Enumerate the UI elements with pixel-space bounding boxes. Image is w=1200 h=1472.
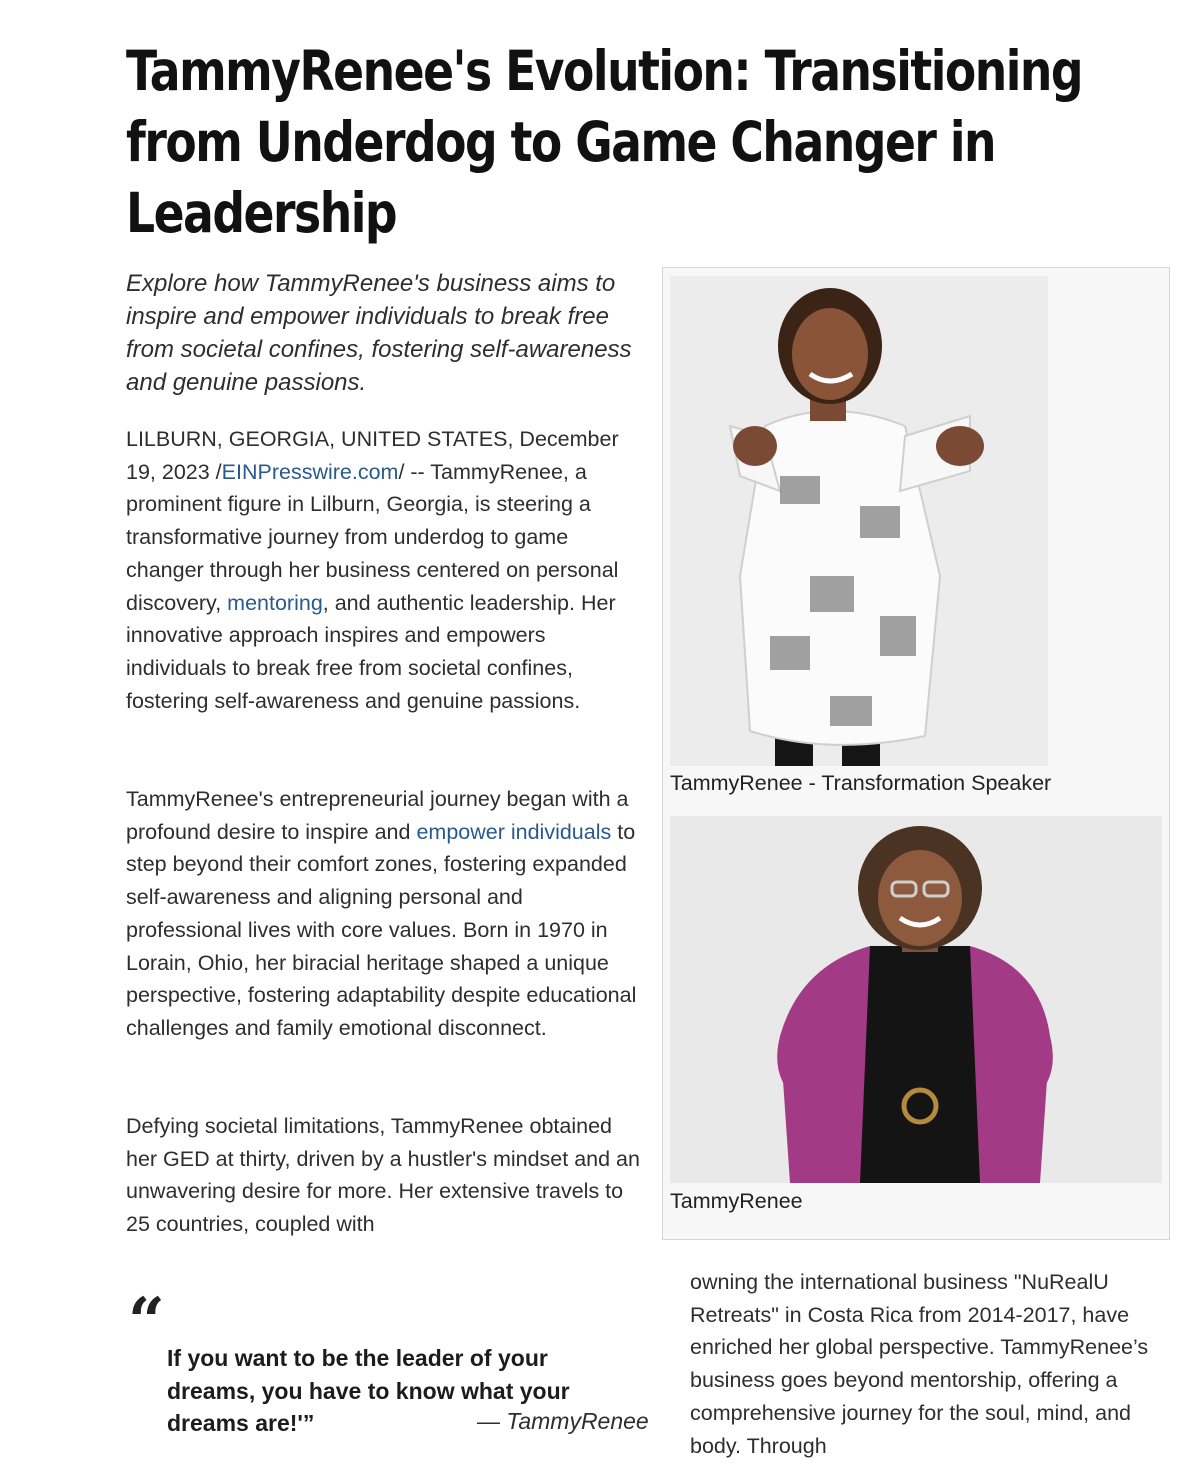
- photo-portrait[interactable]: [670, 816, 1162, 1183]
- quote-mark-icon: “: [128, 1284, 165, 1359]
- quote-text: If you want to be the leader of your dreams, you have to know what your dreams are!'”: [167, 1345, 570, 1436]
- photo-transformation-speaker[interactable]: [670, 276, 1048, 766]
- photo-caption-portrait: TammyRenee: [670, 1189, 803, 1213]
- paragraph-journey-text-b: to step beyond their comfort zones, fostering expanded self-awareness and aligning personal and professional lives with core values. Born in 1970 in Lorain, Ohio, her biracial heritage shaped a unique perspective, fostering adaptability despite educational challenges and family emotional disconnect.: [126, 819, 637, 1040]
- paragraph-intro-text-b: / -- TammyRenee, a prominent figure in Lilburn, Georgia, is steering a transformative journey from underdog to game changer through her business centered on personal discovery,: [126, 459, 619, 615]
- mentoring-link[interactable]: mentoring: [227, 590, 323, 615]
- woman-pointing-illustration: [670, 276, 1048, 766]
- paragraph-journey: [126, 783, 641, 1045]
- paragraph-retreats: owning the international business "NuRealU Retreats" in Costa Rica from 2014-2017, have enriched her global perspective. TammyRenee’s business goes beyond mentorship, offering a comprehensive journey for the soul, mind, and body. Through: [690, 1270, 1149, 1458]
- article-subhead: Explore how TammyRenee's business aims to inspire and empower individuals to break free from societal confines, fostering self-awareness and genuine passions.: [126, 270, 632, 396]
- empower-individuals-link[interactable]: empower individuals: [416, 819, 612, 844]
- photo-caption-speaker: TammyRenee - Transformation Speaker: [670, 771, 1052, 795]
- quote-author: — TammyRenee: [477, 1408, 649, 1434]
- article-headline: TammyRenee's Evolution: Transitioning from Underdog to Game Changer in Leadership: [126, 39, 1083, 245]
- paragraph-intro-text-c: , and authentic leadership. Her innovative approach inspires and empowers individuals to break free from societal confines, fostering self-awareness and genuine passions.: [126, 590, 616, 713]
- woman-portrait-illustration: [670, 816, 1162, 1183]
- paragraph-intro-text-a: LILBURN, GEORGIA, UNITED STATES, December 19, 2023 /: [126, 427, 619, 484]
- paragraph-journey-text-a: TammyRenee's entrepreneurial journey began with a profound desire to inspire and: [126, 787, 629, 844]
- paragraph-ged: Defying societal limitations, TammyRenee obtained her GED at thirty, driven by a hustler's mindset and an unwavering desire for more. Her extensive travels to 25 countries, coupled with: [126, 1114, 640, 1237]
- paragraph-intro: [126, 423, 641, 717]
- einpresswire-link[interactable]: EINPresswire.com: [221, 459, 399, 484]
